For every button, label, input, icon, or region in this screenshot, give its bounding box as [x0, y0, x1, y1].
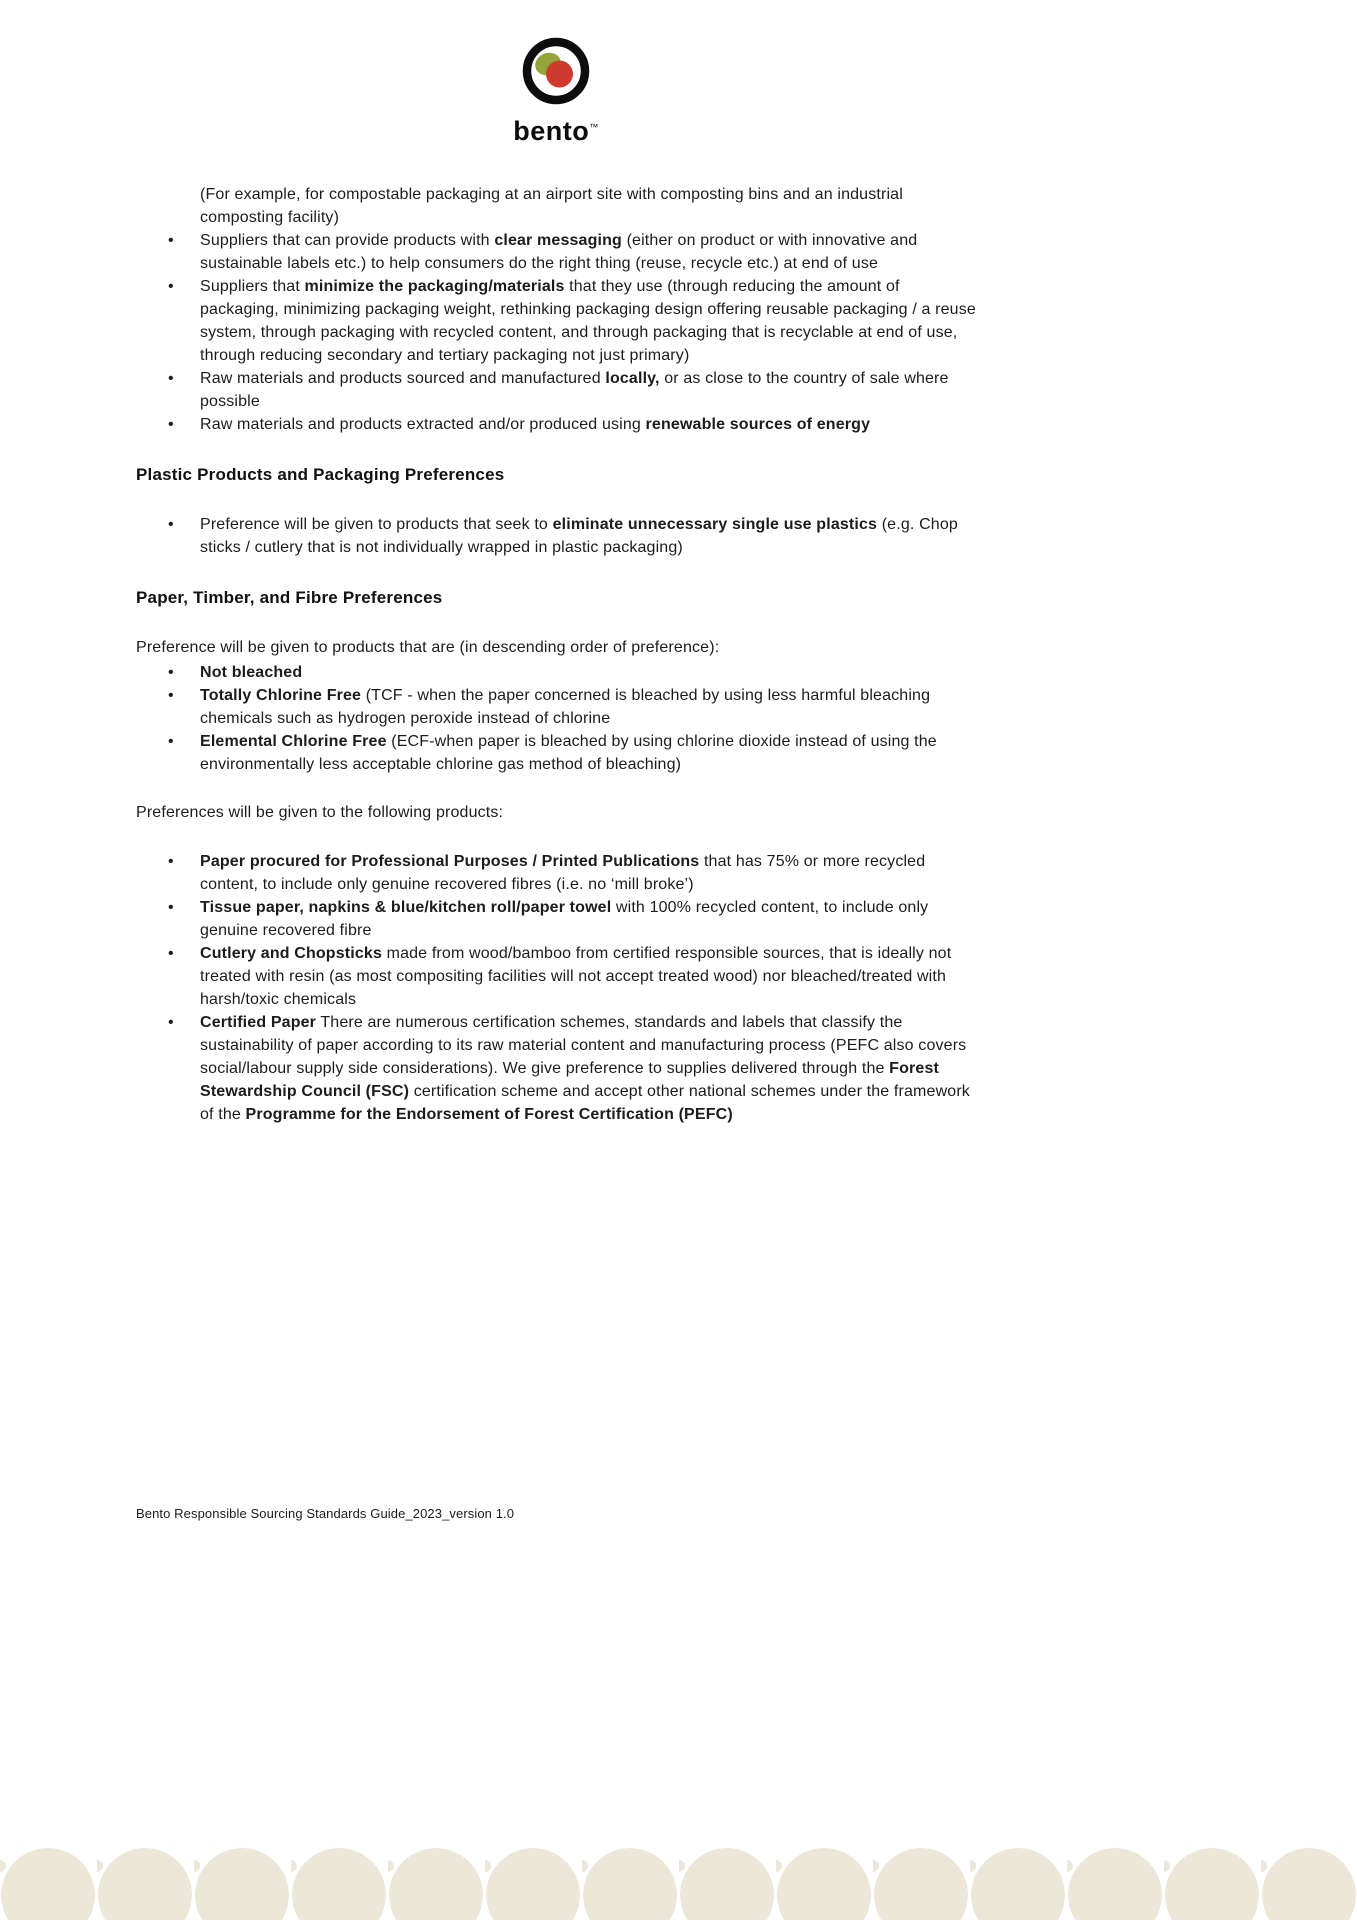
bullet-item: [136, 850, 976, 896]
bullet-item: [136, 513, 976, 559]
bullet-marker: •: [168, 232, 174, 249]
bullet-marker: •: [168, 1014, 174, 1031]
bullet-text: Suppliers that minimize the packaging/materials that they use (through reducing the amount of packaging, minimizing packaging weight, rethinking packaging design offering reusable packaging / a reuse system, through packaging with recycled content, and through packaging that is recyclable at end of use, through reducing secondary and tertiary packaging not just primary): [200, 278, 976, 364]
brand-logo: [136, 34, 976, 146]
bullet-text: Tissue paper, napkins & blue/kitchen roll/paper towel with 100% recycled content, to include only genuine recovered fibre: [200, 899, 929, 939]
bullet-text: Raw materials and products extracted and/or produced using renewable sources of energy: [200, 416, 871, 433]
bullet-text: Preference will be given to products that seek to eliminate unnecessary single use plastics (e.g. Chop sticks / cutlery that is not individually wrapped in plastic packaging): [200, 516, 958, 556]
paragraph: Preferences will be given to the following products:: [136, 804, 504, 821]
bullet-marker: •: [168, 687, 174, 704]
footer-text: Bento Responsible Sourcing Standards Guide_2023_version 1.0: [136, 1506, 515, 1521]
bullet-marker: •: [168, 664, 174, 681]
brand-logo-icon: [518, 34, 594, 110]
bullet-text: Paper procured for Professional Purposes / Printed Publications that has 75% or more recycled content, to include only genuine recovered fibres (i.e. no ‘mill broke’): [200, 853, 926, 893]
bullet-marker: •: [168, 733, 174, 750]
bullet-text: Suppliers that can provide products with clear messaging (either on product or with innovative and sustainable labels etc.) to help consumers do the right thing (reuse, recycle etc.) at end of use: [200, 232, 918, 272]
decorative-scallop-border: [0, 1820, 1357, 1920]
bullet-marker: •: [168, 416, 174, 433]
brand-name: bento: [513, 116, 590, 146]
bullet-marker: •: [168, 899, 174, 916]
document-body: [136, 183, 976, 1126]
bullet-marker: •: [168, 516, 174, 533]
bullet-text: Raw materials and products sourced and manufactured locally, or as close to the country of sale where possible: [200, 370, 949, 410]
bullet-item: [136, 229, 976, 275]
brand-wordmark: [136, 112, 976, 146]
bullet-text: Totally Chlorine Free (TCF - when the paper concerned is bleached by using less harmful bleaching chemicals such as hydrogen peroxide instead of chlorine: [200, 687, 931, 727]
bullet-marker: •: [168, 370, 174, 387]
bullet-marker: •: [168, 278, 174, 295]
bullet-marker: •: [168, 853, 174, 870]
bullet-text: Elemental Chlorine Free (ECF-when paper is bleached by using chlorine dioxide instead of using the environmentally less acceptable chlorine gas method of bleaching): [200, 733, 937, 773]
bullet-item: [136, 275, 976, 367]
trademark-mark: ™: [589, 122, 599, 132]
bullet-item: [136, 896, 976, 942]
bullet-item: [136, 661, 976, 684]
bullet-text: Certified Paper There are numerous certification schemes, standards and labels that classify the sustainability of paper according to its raw material content and manufacturing process (PEFC also covers social/labour supply side considerations). We give preference to supplies delivered through the Forest Stewardship Council (FSC) certification scheme and accept other national schemes under the framework of the Programme for the Endorsement of Forest Certification (PEFC): [200, 1014, 970, 1123]
bullet-text: Not bleached: [200, 664, 303, 681]
bullet-text: Cutlery and Chopsticks made from wood/bamboo from certified responsible sources, that is ideally not treated with resin (as most compositing facilities will not accept treated wood) nor bleached/treated with harsh/toxic chemicals: [200, 945, 952, 1008]
paragraph-continuation: (For example, for compostable packaging at an airport site with composting bins and an industrial composting facility): [200, 186, 903, 226]
bullet-item: [136, 1011, 976, 1126]
bullet-item: [136, 367, 976, 413]
bullet-marker: •: [168, 945, 174, 962]
paragraph: Preference will be given to products that are (in descending order of preference):: [136, 639, 720, 656]
section-heading: Plastic Products and Packaging Preferences: [136, 465, 505, 484]
bullet-item: [136, 684, 976, 730]
bullet-item: [136, 413, 976, 436]
section-heading: Paper, Timber, and Fibre Preferences: [136, 588, 443, 607]
bullet-item: [136, 942, 976, 1011]
bullet-item: [136, 730, 976, 776]
